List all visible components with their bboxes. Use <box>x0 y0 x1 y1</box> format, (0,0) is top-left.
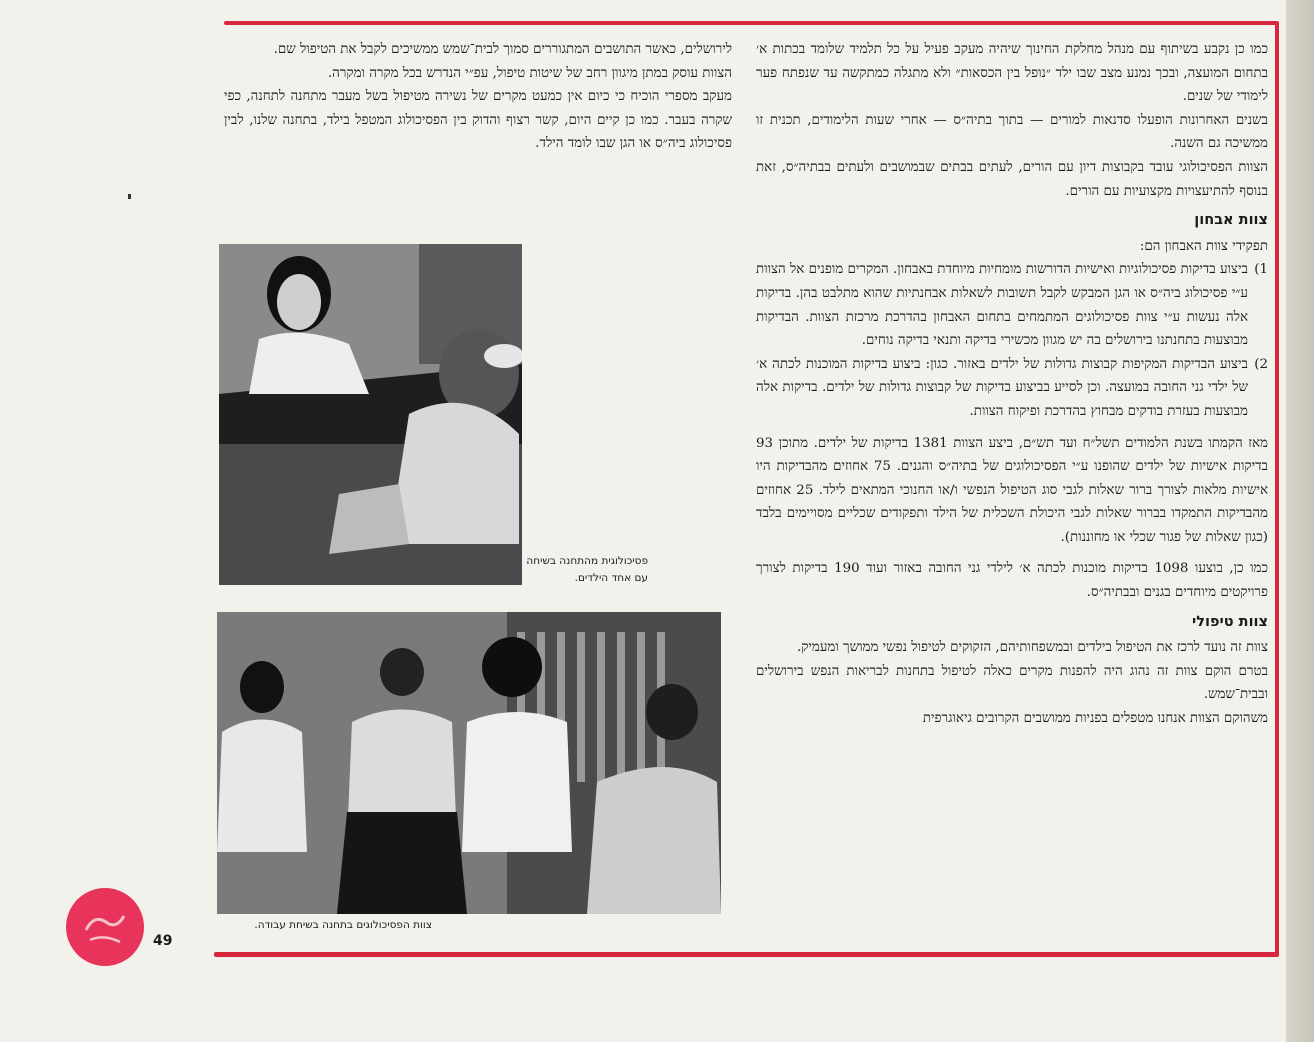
paragraph: מעקב מספרי הוכיח כי כיום אין כמעט מקרים של נשירה מטיפול בשל מעבר מתחנה לתחנה, כפי שקרה בעבר. כמו כן קיים היום, קשר רצוף והדוק בין הפסיכולוג המטפל בילד, בתחנה שלנו, לבין פסיכולוג ביה״ס או הגן שבו לומד הילד. <box>224 89 732 152</box>
paragraph: צוות זה נועד לרכז את הטיפול בילדים ובמשפחותיהם, הזקוקים לטיפול נפשי ממושך ומעמיק. <box>796 640 1268 656</box>
paragraph: בשנים האחרונות הופעלו סדנאות למורים — בתוך בתיה״ס — אחרי שעות הלימודים, תכנית זו ממשיכה גם השנה. <box>756 112 1268 152</box>
list-number: 1) <box>1254 262 1268 278</box>
list-item-text: ביצוע הבדיקות המקיפות קבוצות גדולות של ילדים באזור. כגון: ביצוע בדיקות המוכנות לכתה א׳ של ילדי גני החובה במועצה. וכן לסייע בביצוע בדיקות של קבוצות גדולות של ילדים. בדיקות אלה מבוצעות בעזרת בודקים מבחוץ בהדרכת ופיקוח הצוות. <box>756 356 1248 419</box>
photo-caption-1: פסיכולוגית מהתחנה בשיחה עם אחד הילדים. <box>526 555 648 584</box>
left-column <box>224 38 732 156</box>
logo-emblem <box>64 886 146 968</box>
list-item <box>756 353 1268 424</box>
section-heading-therapy: צוות טיפולי <box>1191 613 1268 630</box>
section-heading-assessment: צוות אבחון <box>1194 212 1268 229</box>
paragraph: כמו כן, בוצעו 1098 בדיקות מוכנות לכתה א׳ לילדי גני החובה באזור ועוד 190 בדיקות לצורך פרויקטים מיוחדים בגנים ובבתיה״ס. <box>756 561 1268 601</box>
right-column <box>756 38 1268 731</box>
bottom-rule <box>214 952 1278 957</box>
top-rule <box>224 21 1278 25</box>
photo-team-meeting <box>217 612 721 914</box>
paragraph: בטרם הוקם צוות זה נהוג היה להפנות מקרים כאלה לטיפול בתחנות לבריאות הנפש בירושלים ובבית־שמש. <box>756 663 1268 703</box>
right-rule <box>1275 21 1279 957</box>
ink-speck <box>128 194 131 199</box>
list-number: 2) <box>1254 356 1268 372</box>
list-item-text: ביצוע בדיקות פסיכולוגיות ואישיות הדורשות מומחיות מיוחדת באבחון. המקרים מופנים אל הצוות ע״י פסיכולוג ביה״ס או הגן המבקש לקבל תשובות לשאלות אבחנתיות שהוא מתלבט בהן. בדיקות אלה נעשות ע״י צוות פסיכולוגים המתמחים בתחום האבחון בהדרכת מרכזת הצוות. הבדיקות מבוצעות בתחנתנו בירושלים בה יש מגוון מכשירי בדיקה ותנאי בדיקה נוחים. <box>756 262 1248 349</box>
page-number: 49 <box>153 933 173 949</box>
list-item <box>756 258 1268 352</box>
page-edge <box>1286 0 1314 1042</box>
paragraph: כמו כן נקבע בשיתוף עם מנהל מחלקת החינוך שיהיה מעקב פעיל על כל תלמיד שלומד בכתות א׳ בתחום המועצה, ובכך נמנע מצב שבו ילד ״נופל בין הכסאות״ ולא מתגלה כמתקשה עד שנפתח פער לימודי של שנים. <box>756 42 1268 105</box>
paragraph: הצוות הפסיכולוגי עובד בקבוצות דיון עם הורים, לעתים בבתים שבמושבים ולעתים בבתיה״ס, זאת בנוסף להתיעצויות מקצועיות עם הורים. <box>756 159 1268 199</box>
photo-caption-2: צוות הפסיכולוגים בתחנה בשיחת עבודה. <box>254 919 432 931</box>
paragraph: הצוות עוסק במתן מיגוון רחב של שיטות טיפול, עפ״י הנדרש בכל מקרה ומקרה. <box>327 65 732 81</box>
paragraph: לירושלים, כאשר התושבים המתגוררים סמוך לבית־שמש ממשיכים לקבל את הטיפול שם. <box>273 42 732 57</box>
paragraph: מאז הקמתו בשנת הלמודים תשל״ח ועד תש״ם, ביצע הצוות 1381 בדיקות של ילדים. מתוכן 93 בדיקות אישיות של ילדים שהופנו ע״י הפסיכולוגים של בתיה״ס והגנים. 75 אחוזים מהבדיקות היו אישיות מלאות לצורך ברור שאלות לגבי סוג הטיפול הנפשי ו/או החנוכי המתאים לילד. 25 אחוזים מהבדיקות התמקדו בברור שאלות לגבי היכולת השכלית של הילד ותפקודים שכליים מסויימים בלבד (כגון שאלות של פגור שכלי או מחוננות). <box>756 435 1268 545</box>
paragraph: תפקידי צוות האבחון הם: <box>1139 238 1268 254</box>
paragraph: משהוקם הצוות אנחנו מטפלים בפניות ממושבים הקרובים גיאוגרפית <box>922 711 1268 727</box>
photo-psychologist-with-child <box>219 244 522 585</box>
